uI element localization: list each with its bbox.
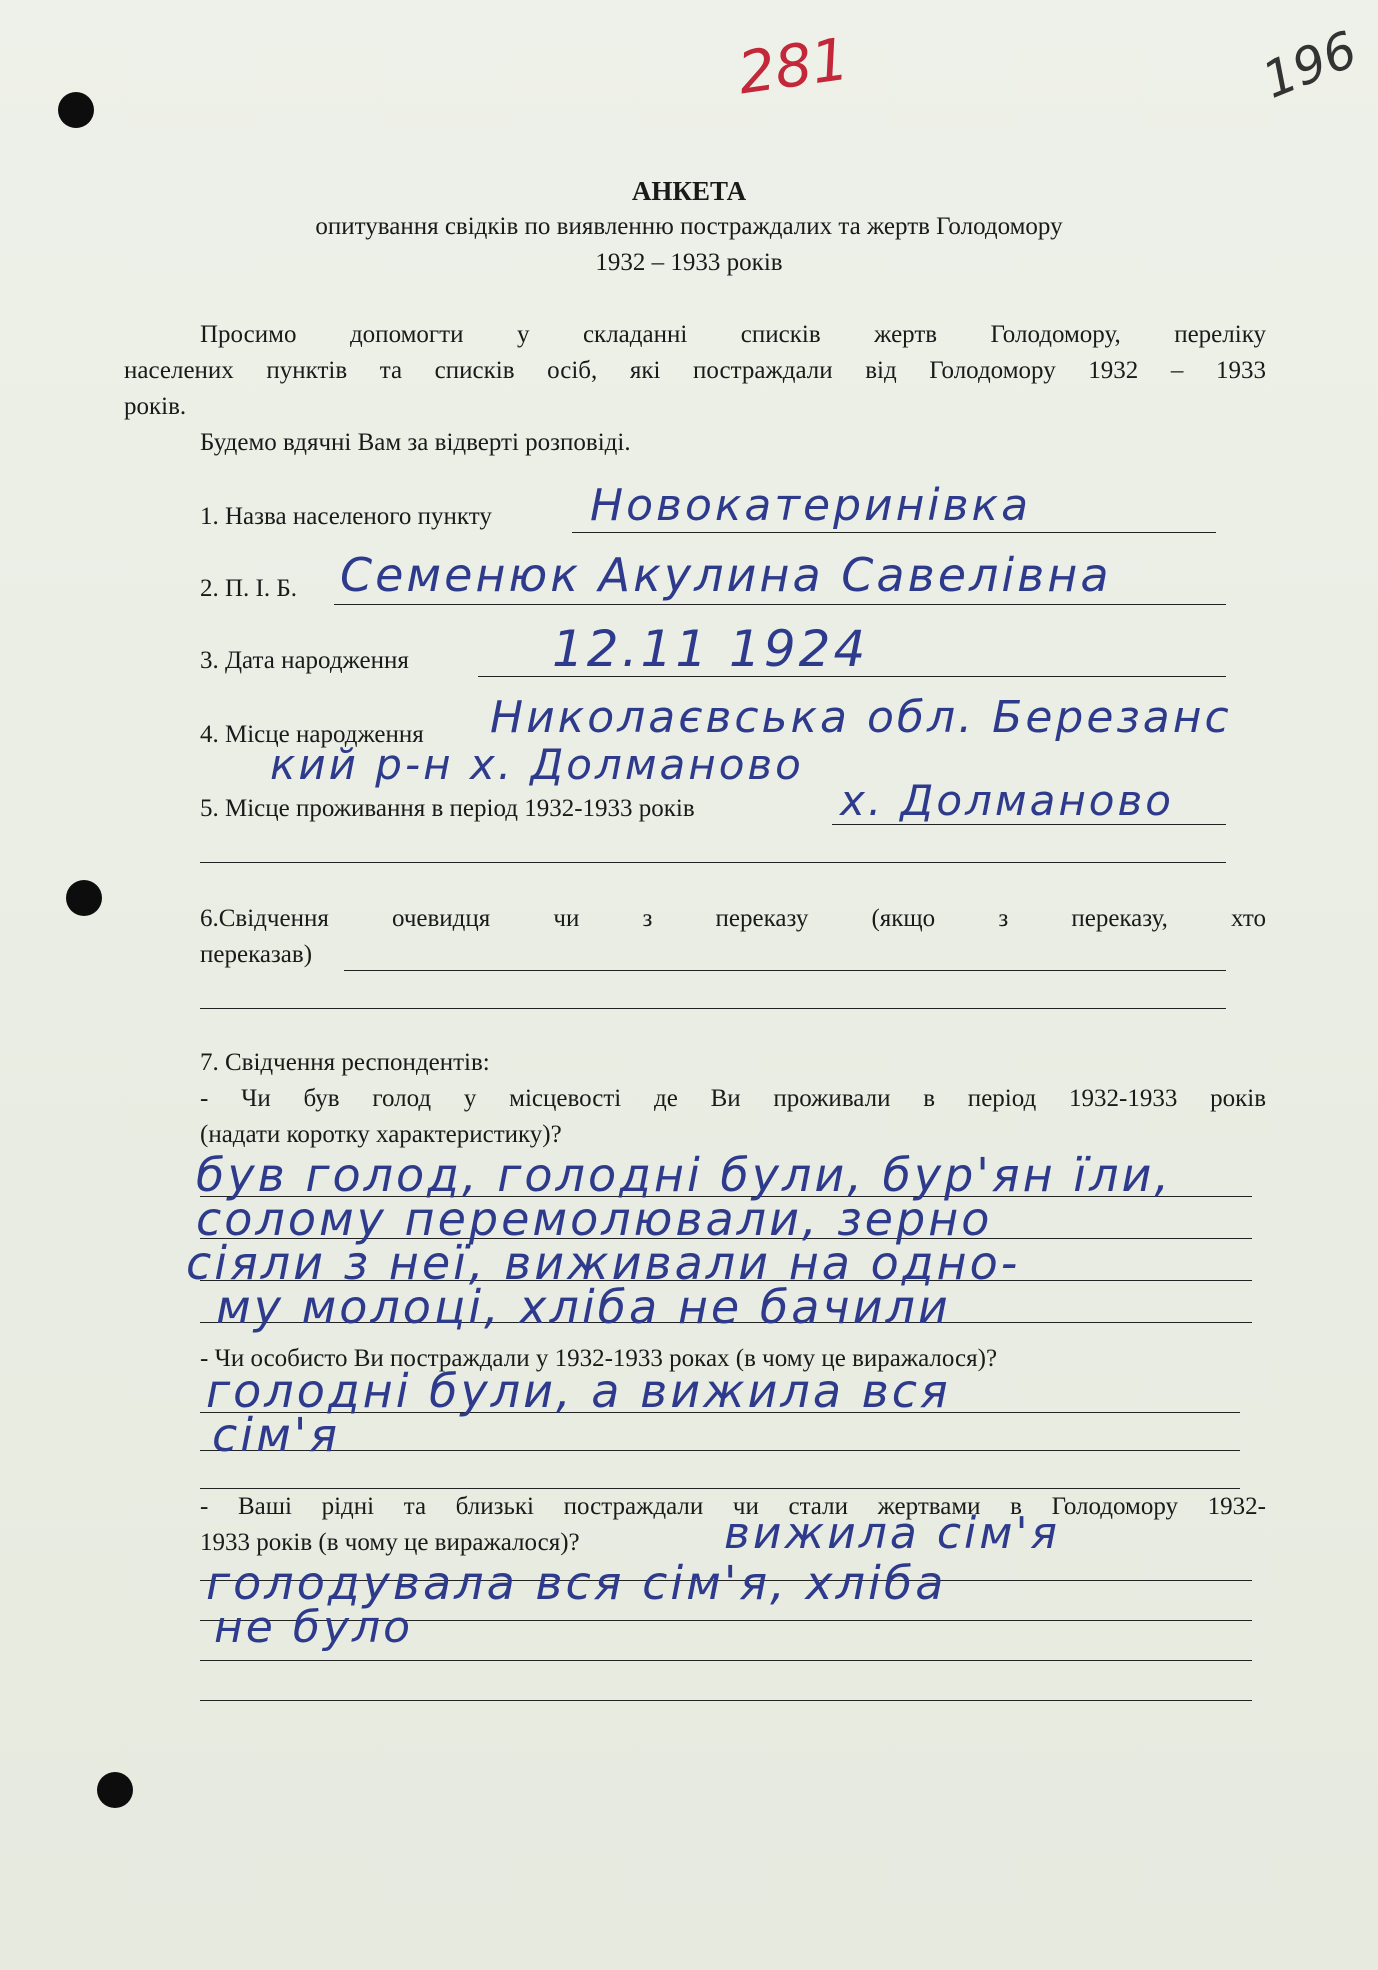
q7c-line	[200, 1660, 1252, 1661]
q3-answer: 12.11 1924	[552, 620, 869, 678]
q7b-question: - Чи особисто Ви постраждали у 1932-1933 роках (в чому це виражалося)?	[200, 1345, 998, 1372]
q7c-line-2: 1933 років (в чому це виражалося)?	[200, 1529, 580, 1556]
q1-label: 1. Назва населеного пункту	[200, 503, 492, 530]
q7b-line	[200, 1450, 1240, 1451]
q4-answer-line-2: кий р-н х. Долманово	[270, 740, 804, 789]
intro-line-1: Просимо допомогти у складанні списків жертв Голодомору, переліку	[200, 321, 1266, 348]
q7a-answer-line-2: солому перемолювали, зерно	[196, 1192, 993, 1246]
intro-line-3: років.	[124, 393, 187, 420]
q6-blank-line	[200, 1008, 1226, 1009]
q1-underline	[572, 532, 1216, 533]
form-title: АНКЕТА	[631, 176, 747, 206]
q7c-line-1: - Ваші рідні та близькі постраждали чи стали жертвами в Голодомору 1932-	[200, 1493, 1266, 1520]
q7b-line	[200, 1488, 1240, 1489]
q7a-line-1: - Чи був голод у місцевості де Ви проживали в період 1932-1933 років	[200, 1085, 1266, 1112]
q7a-answer-line-1: був голод, голодні були, бур'ян їли,	[196, 1148, 1173, 1202]
punch-hole	[97, 1772, 133, 1808]
q4-answer-line-1: Николаєвська обл. Березанс	[490, 692, 1232, 743]
intro-thanks: Будемо вдячні Вам за відверті розповіді.	[200, 429, 631, 456]
q5-label: 5. Місце проживання в період 1932-1933 років	[200, 795, 695, 822]
q7c-answer-line-3: не було	[214, 1602, 414, 1653]
q2-answer: Семенюк Акулина Савелівна	[340, 548, 1112, 602]
section-7-title: 7. Свідчення респондентів:	[200, 1049, 490, 1076]
q6-underline	[344, 970, 1226, 971]
q7c-line	[200, 1700, 1252, 1701]
archive-number-red: 281	[733, 24, 853, 108]
q6-line-2: переказав)	[200, 941, 313, 968]
q5-answer: х. Долманово	[840, 776, 1174, 825]
q2-underline	[334, 604, 1226, 605]
q7a-answer-line-3: сіяли з неї, виживали на одно-	[186, 1236, 1021, 1290]
form-subtitle: опитування свідків по виявленню постраждалих та жертв Голодомору	[315, 213, 1063, 240]
q7c-answer-line-2: голодувала вся сім'я, хліба	[206, 1556, 947, 1610]
q2-label: 2. П. І. Б.	[200, 575, 297, 602]
q7c-answer-line-1: вижила сім'я	[724, 1508, 1061, 1559]
q7a-answer-line-4: му молоці, хліба не бачили	[216, 1280, 951, 1334]
q4-label: 4. Місце народження	[200, 721, 424, 748]
punch-hole	[58, 92, 94, 128]
q6-line-1: 6.Свідчення очевидця чи з переказу (якщо з переказу, хто	[200, 905, 1266, 932]
q7b-answer-line-2: сім'я	[212, 1408, 341, 1462]
q7a-line-2: (надати коротку характеристику)?	[200, 1121, 562, 1148]
q3-label: 3. Дата народження	[200, 647, 409, 674]
q5-blank-line	[200, 862, 1226, 863]
intro-line-2: населених пунктів та списків осіб, які постраждали від Голодомору 1932 – 1933	[124, 357, 1266, 384]
q1-answer: Новокатеринівка	[590, 480, 1032, 531]
form-years: 1932 – 1933 років	[595, 249, 783, 276]
q7b-answer-line-1: голодні були, а вижила вся	[206, 1364, 951, 1418]
archive-number-pencil: 196	[1254, 20, 1365, 110]
punch-hole	[66, 880, 102, 916]
